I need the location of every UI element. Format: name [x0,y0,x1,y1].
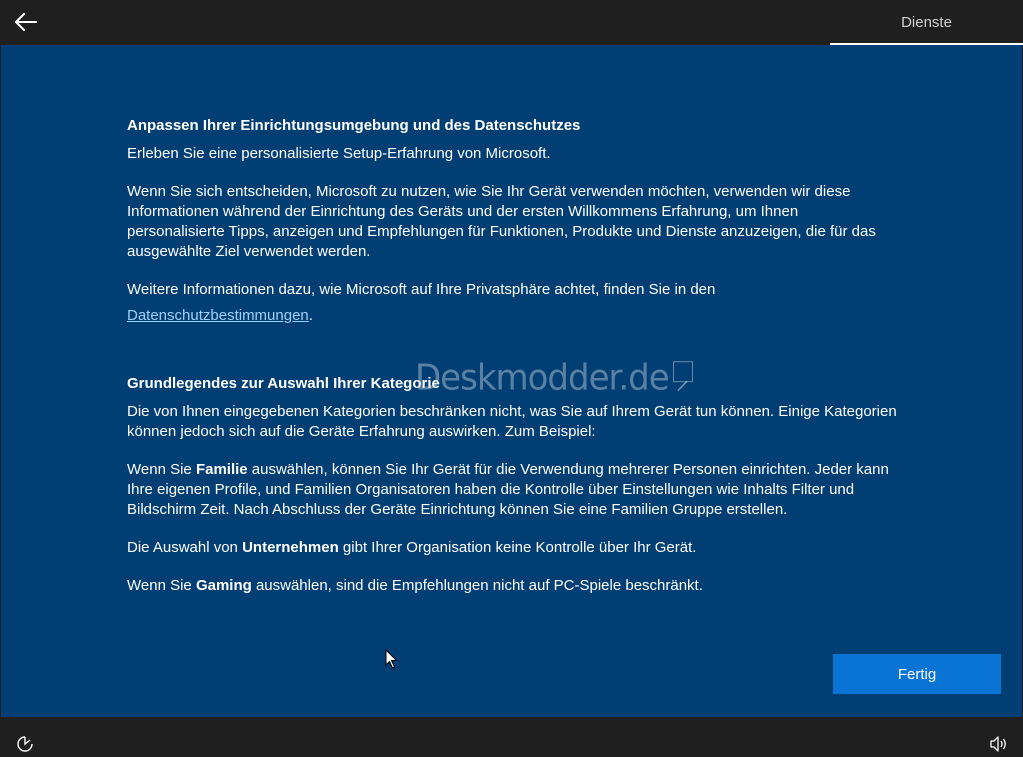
tab-dienste[interactable]: Dienste [901,13,952,31]
paragraph-usage: Wenn Sie sich entscheiden, Microsoft zu nutzen, wie Sie Ihr Gerät verwenden möchten, verwenden wir diese Informationen während der Einrichtung des Geräts und der ersten Willkommens Erfahrung, um Ihnen personalisierte Tipps, anzeigen und Empfehlungen für Funktionen, Produkte und Dienste anzuzeigen, die für das ausgewählte Ziel verwendet werden. [127,183,876,260]
family-bold: Familie [195,461,248,478]
watermark-text: Deskmodder.de [415,357,669,399]
paragraph-categories: Die von Ihnen eingegebenen Kategorien beschränken nicht, was Sie auf Ihrem Gerät tun können. Einige Kategorien können jedoch sich auf die Geräte Erfahrung auswirken. Zum Beispiel: [127,403,897,440]
privacy-info [127,280,897,326]
ease-of-access-icon[interactable] [15,734,35,754]
top-bar [0,0,1023,44]
gaming-suffix: auswählen, sind die Empfehlungen nicht auf PC-Spiele beschränkt. [251,577,703,594]
privacy-period: . [308,307,313,324]
business-paragraph [127,538,897,558]
gaming-prefix: Wenn Sie [127,577,196,594]
privacy-text: Weitere Informationen dazu, wie Microsoft auf Ihre Privatsphäre achtet, finden Sie in den [127,281,716,298]
mouse-cursor-icon [385,649,399,669]
gaming-paragraph [127,576,897,596]
heading-category: Grundlegendes zur Auswahl Ihrer Kategorie [127,375,440,392]
heading-privacy: Anpassen Ihrer Einrichtungsumgebung und des Datenschutzes [127,117,581,134]
back-button[interactable] [8,4,44,40]
privacy-link[interactable]: Datenschutzbestimmungen [127,307,309,324]
family-prefix: Wenn Sie [127,461,196,478]
main-panel [1,45,1022,717]
content [127,116,897,596]
family-paragraph [127,460,897,520]
done-button[interactable]: Fertig [833,654,1001,694]
business-suffix: gibt Ihrer Organisation keine Kontrolle über Ihr Gerät. [338,539,697,556]
intro-text: Erleben Sie eine personalisierte Setup-Erfahrung von Microsoft. [127,145,551,162]
family-suffix: auswählen, können Sie Ihr Gerät für die Verwendung mehrerer Personen einrichten. Jeder kann Ihre eigenen Profile, und Familien Organisatoren haben die Kontrolle über Einstellungen wie Inhalts Filter und Bildschirm Zeit. Nach Abschluss der Geräte Einrichtung können Sie eine Familien Gruppe erstellen. [127,461,889,518]
arrow-left-icon [15,13,37,31]
bottom-bar [0,717,1023,757]
business-bold: Unternehmen [242,539,339,556]
gaming-bold: Gaming [195,577,252,594]
volume-icon[interactable] [989,734,1009,754]
business-prefix: Die Auswahl von [127,539,243,556]
